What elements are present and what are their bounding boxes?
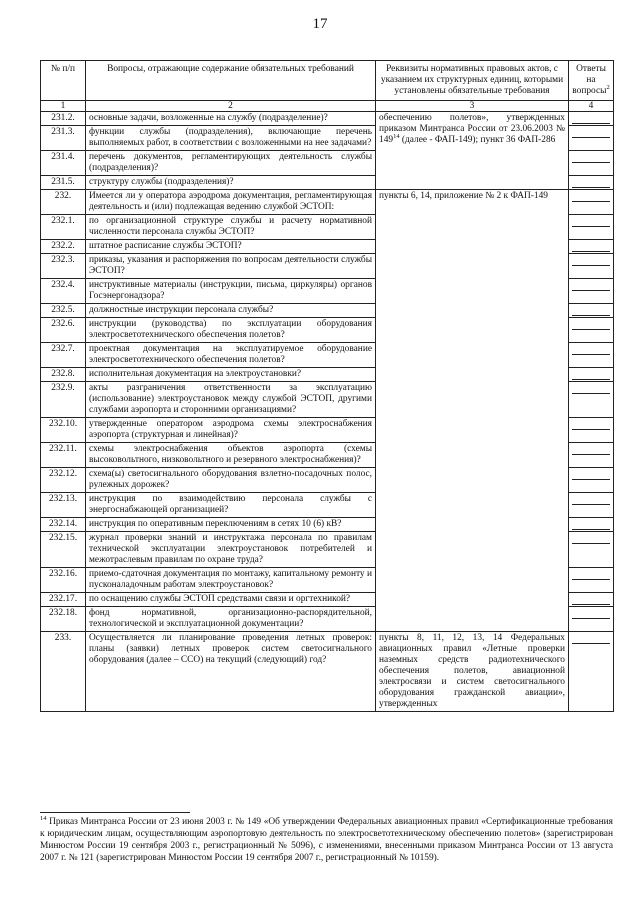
footnote-mark: 14	[40, 814, 47, 822]
footnote	[40, 816, 613, 864]
row-question: по оснащению службы ЭСТОП средствами связи и оргтехникой?	[86, 593, 376, 607]
row-number: 232.18.	[41, 607, 86, 632]
row-requisites	[376, 112, 569, 190]
row-number: 232.13.	[41, 493, 86, 518]
row-number: 233.	[41, 632, 86, 712]
answer-cell[interactable]	[569, 112, 614, 126]
row-number: 232.2.	[41, 240, 86, 254]
row-question: Осуществляется ли планирование проведения летных проверок: планы (заявки) летных проверок систем светосигнального оборудования (далее – ССО) на текущий (следующий) год?	[86, 632, 376, 712]
header-num: № п/п	[41, 61, 86, 101]
row-number: 232.17.	[41, 593, 86, 607]
row-question: схемы электроснабжения объектов аэропорта (схемы высоковольтного, низковольтного и резервного электроснабжения)?	[86, 443, 376, 468]
header-question: Вопросы, отражающие содержание обязательных требований	[86, 61, 376, 101]
answer-cell[interactable]	[569, 343, 614, 368]
row-question: функции службы (подразделения), включающие перечень выполняемых работ, в соответствии с возложенными на нее задачами?	[86, 126, 376, 151]
answer-cell[interactable]	[569, 240, 614, 254]
answer-cell[interactable]	[569, 176, 614, 190]
row-question: должностные инструкции персонала службы?	[86, 304, 376, 318]
row-number: 232.10.	[41, 418, 86, 443]
row-question: Имеется ли у оператора аэродрома документация, регламентирующая деятельность и (или) подлежащая ведению службой ЭСТОП:	[86, 190, 376, 215]
answer-cell[interactable]	[569, 568, 614, 593]
row-number: 231.5.	[41, 176, 86, 190]
answer-cell[interactable]	[569, 368, 614, 382]
column-index-3: 3	[376, 101, 569, 112]
row-number: 231.2.	[41, 112, 86, 126]
answer-cell[interactable]	[569, 279, 614, 304]
row-question: утвержденные оператором аэродрома схемы электроснабжения аэропорта (структурная и линейная)?	[86, 418, 376, 443]
requirements-table	[40, 60, 614, 712]
row-question: фонд нормативной, организационно-распорядительной, технологической и эксплуатационной документации?	[86, 607, 376, 632]
ref-text: (далее - ФАП-149); пункт 36 ФАП-286	[399, 135, 556, 145]
row-question: инструкция по взаимодействию персонала службы с энергоснабжающей организацией?	[86, 493, 376, 518]
row-question: штатное расписание службы ЭСТОП?	[86, 240, 376, 254]
table-row	[41, 190, 614, 215]
row-question: журнал проверки знаний и инструктажа персонала по правилам технической эксплуатации электроустановок потребителей и межотраслевым правилам по охране труда?	[86, 532, 376, 568]
row-requisites: пункты 8, 11, 12, 13, 14 Федеральных авиационных правил «Летные проверки наземных средств радиотехнического обеспечения полетов, авиационной электросвязи и систем светосигнального оборудования гражданской авиации», утвержденных	[376, 632, 569, 712]
answer-cell[interactable]	[569, 254, 614, 279]
footnote-text: Приказ Минтранса России от 23 июня 2003 г. № 149 «Об утверждении Федеральных авиационных правил «Сертификационные требования к юридическим лицам, осуществляющим аэропортовую деятельность по электросветотехническому обеспечению полетов» (зарегистрирован Минюстом России 19 сентября 2003 г., регистрационный № 5096), с изменениями, внесенными приказом Минтранса России от 13 августа 2007 г. № 121 (зарегистрирован Минюстом России 19 сентября 2007 г., регистрационный № 10159).	[40, 817, 613, 863]
answer-cell[interactable]	[569, 532, 614, 568]
row-number: 231.3.	[41, 126, 86, 151]
answer-cell[interactable]	[569, 126, 614, 151]
row-number: 232.11.	[41, 443, 86, 468]
row-number: 232.6.	[41, 318, 86, 343]
row-number: 232.	[41, 190, 86, 215]
footnote-ref-mark: 14	[393, 132, 400, 140]
row-question: перечень документов, регламентирующих деятельность службы (подразделения)?	[86, 151, 376, 176]
answer-cell[interactable]	[569, 443, 614, 468]
row-question: приемо-сдаточная документация по монтажу, капитальному ремонту и пусконаладочным работам электроустановок?	[86, 568, 376, 593]
row-question: схема(ы) светосигнального оборудования взлетно-посадочных полос, рулежных дорожек?	[86, 468, 376, 493]
answer-cell[interactable]	[569, 304, 614, 318]
header-requisites: Реквизиты нормативных правовых актов, с указанием их структурных единиц, которыми установлены обязательные требования	[376, 61, 569, 101]
row-number: 232.9.	[41, 382, 86, 418]
page-number: 17	[312, 16, 328, 32]
row-question: основные задачи, возложенные на службу (подразделение)?	[86, 112, 376, 126]
answer-cell[interactable]	[569, 593, 614, 607]
ref-text: обеспечению полетов», утвержденных приказом Минтранса России от 23.06.2003 № 149	[379, 113, 565, 145]
answer-cell[interactable]	[569, 382, 614, 418]
header-answer	[569, 61, 614, 101]
column-index-row	[41, 101, 614, 112]
answer-cell[interactable]	[569, 418, 614, 443]
table-row	[41, 112, 614, 126]
row-question: инструкции (руководства) по эксплуатации оборудования электросветотехнического обеспечения полетов?	[86, 318, 376, 343]
header-answer-text: Ответы на вопросы	[572, 64, 607, 96]
row-requisites: пункты 6, 14, приложение № 2 к ФАП-149	[376, 190, 569, 632]
answer-cell[interactable]	[569, 468, 614, 493]
answer-cell[interactable]	[569, 190, 614, 215]
row-number: 231.4.	[41, 151, 86, 176]
row-question: структуру службы (подразделения)?	[86, 176, 376, 190]
row-question: акты разграничения ответственности за эксплуатацию (использование) электроустановок между службой ЭСТОП, другими службами аэропорта и сторонними организациями?	[86, 382, 376, 418]
row-question: инструкция по оперативным переключениям в сетях 10 (6) кВ?	[86, 518, 376, 532]
table-row	[41, 632, 614, 712]
row-question: исполнительная документация на электроустановки?	[86, 368, 376, 382]
row-number: 232.3.	[41, 254, 86, 279]
header-answer-sup: 2	[606, 83, 610, 91]
row-question: по организационной структуре службы и расчету нормативной численности персонала службы ЭСТОП?	[86, 215, 376, 240]
column-index-2: 2	[86, 101, 376, 112]
footnote-separator	[40, 812, 190, 813]
table-header-row	[41, 61, 614, 101]
answer-cell[interactable]	[569, 318, 614, 343]
answer-cell[interactable]	[569, 151, 614, 176]
row-number: 232.15.	[41, 532, 86, 568]
answer-cell[interactable]	[569, 607, 614, 632]
row-number: 232.7.	[41, 343, 86, 368]
column-index-1: 1	[41, 101, 86, 112]
answer-cell[interactable]	[569, 518, 614, 532]
row-number: 232.4.	[41, 279, 86, 304]
answer-cell[interactable]	[569, 215, 614, 240]
row-number: 232.8.	[41, 368, 86, 382]
row-number: 232.12.	[41, 468, 86, 493]
column-index-4: 4	[569, 101, 614, 112]
answer-cell[interactable]	[569, 493, 614, 518]
row-number: 232.14.	[41, 518, 86, 532]
row-number: 232.1.	[41, 215, 86, 240]
answer-cell[interactable]	[569, 632, 614, 712]
row-number: 232.5.	[41, 304, 86, 318]
row-question: приказы, указания и распоряжения по вопросам деятельности службы ЭСТОП?	[86, 254, 376, 279]
row-question: проектная документация на эксплуатируемое оборудование электросветотехнического обеспечения полетов?	[86, 343, 376, 368]
row-question: инструктивные материалы (инструкции, письма, циркуляры) органов Госэнергонадзора?	[86, 279, 376, 304]
row-number: 232.16.	[41, 568, 86, 593]
